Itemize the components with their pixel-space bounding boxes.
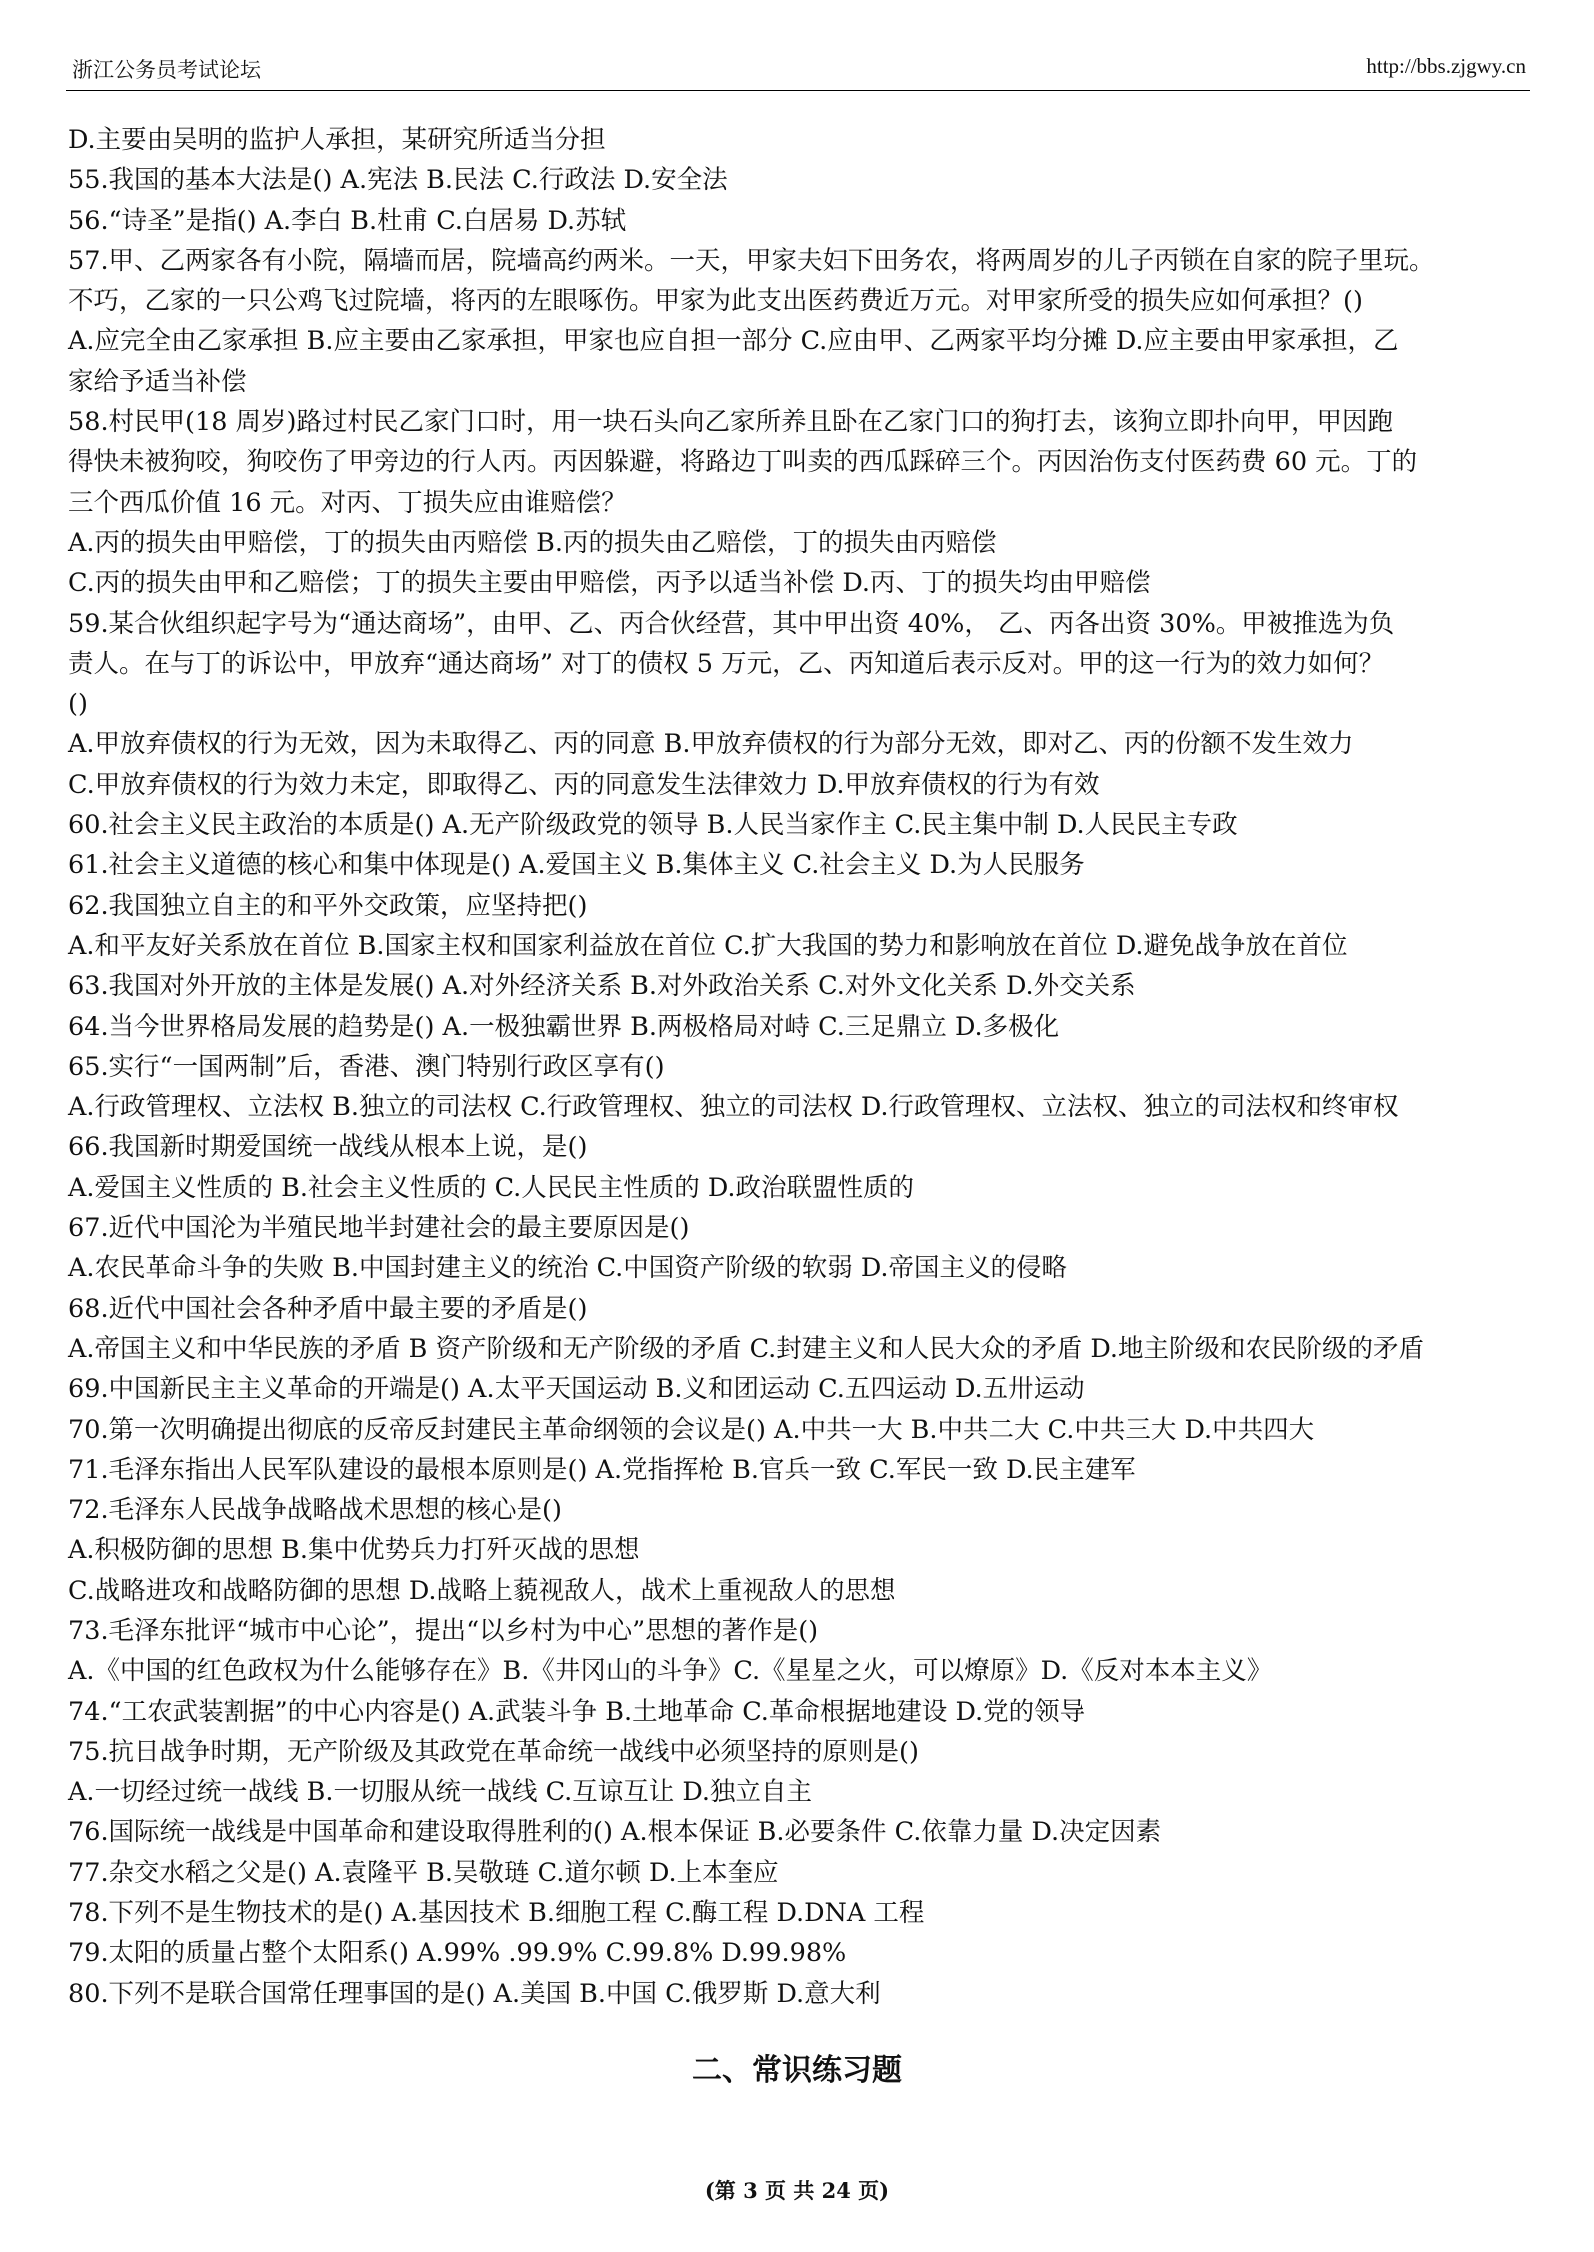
text-line: 71.毛泽东指出人民军队建设的最根本原则是() A.党指挥枪 B.官兵一致 C.军民一致 D.民主建军 [68, 1454, 1136, 1485]
text-line: 64.当今世界格局发展的趋势是() A.一极独霸世界 B.两极格局对峙 C.三足鼎立 D.多极化 [68, 1011, 1060, 1042]
text-line: A.《中国的红色政权为什么能够存在》B.《井冈山的斗争》C.《星星之火，可以燎原》D.《反对本本主义》 [68, 1656, 1273, 1687]
text-line: A.行政管理权、立法权 B.独立的司法权 C.行政管理权、独立的司法权 D.行政管理权、立法权、独立的司法权和终审权 [68, 1092, 1399, 1123]
site-name: 浙江公务员考试论坛 [72, 58, 261, 82]
text-line: 59.某合伙组织起字号为“通达商场”，由甲、乙、丙合伙经营，其中甲出资 40%， 乙、丙各出资 30%。甲被推选为负 [68, 608, 1395, 639]
text-line: 72.毛泽东人民战争战略战术思想的核心是() [68, 1495, 562, 1526]
text-line: 67.近代中国沦为半殖民地半封建社会的最主要原因是() [68, 1213, 690, 1244]
text-line: 三个西瓜价值 16 元。对丙、丁损失应由谁赔偿？ [68, 487, 627, 518]
text-line: 76.国际统一战线是中国革命和建设取得胜利的() A.根本保证 B.必要条件 C.依靠力量 D.决定因素 [68, 1817, 1162, 1848]
text-line: A.甲放弃债权的行为无效，因为未取得乙、丙的同意 B.甲放弃债权的行为部分无效，即对乙、丙的份额不发生效力 [68, 729, 1354, 760]
text-line: C.战略进攻和战略防御的思想 D.战略上藐视敌人，战术上重视敌人的思想 [68, 1575, 896, 1606]
text-line: 得快未被狗咬，狗咬伤了甲旁边的行人丙。丙因躲避，将路边丁叫卖的西瓜踩碎三个。丙因治伤支付医药费 60 元。丁的 [68, 447, 1418, 478]
text-line: A.一切经过统一战线 B.一切服从统一战线 C.互谅互让 D.独立自主 [68, 1777, 813, 1808]
text-line: 58.村民甲(18 周岁)路过村民乙家门口时，用一块石头向乙家所养且卧在乙家门口的狗打去，该狗立即扑向甲，甲因跑 [68, 407, 1394, 438]
text-line: 55.我国的基本大法是() A.宪法 B.民法 C.行政法 D.安全法 [68, 165, 728, 196]
text-line: A.积极防御的思想 B.集中优势兵力打歼灭战的思想 [68, 1535, 640, 1566]
text-line: 69.中国新民主主义革命的开端是() A.太平天国运动 B.义和团运动 C.五四运动 D.五卅运动 [68, 1374, 1085, 1405]
text-line: A.帝国主义和中华民族的矛盾 B 资产阶级和无产阶级的矛盾 C.封建主义和人民大众的矛盾 D.地主阶级和农民阶级的矛盾 [68, 1333, 1425, 1364]
text-line: 73.毛泽东批评“城市中心论”，提出“以乡村为中心”思想的著作是() [68, 1615, 819, 1646]
text-line: 60.社会主义民主政治的本质是() A.无产阶级政党的领导 B.人民当家作主 C.民主集中制 D.人民民主专政 [68, 810, 1238, 841]
text-line: A.应完全由乙家承担 B.应主要由乙家承担，甲家也应自担一部分 C.应由甲、乙两家平均分摊 D.应主要由甲家承担，乙 [68, 326, 1399, 357]
text-line: 56.“诗圣”是指() A.李白 B.杜甫 C.白居易 D.苏轼 [68, 205, 627, 236]
text-line: 不巧，乙家的一只公鸡飞过院墙，将丙的左眼啄伤。甲家为此支出医药费近万元。对甲家所受的损失应如何承担？() [68, 286, 1363, 317]
text-line: A.丙的损失由甲赔偿，丁的损失由丙赔偿 B.丙的损失由乙赔偿，丁的损失由丙赔偿 [68, 527, 997, 558]
site-url: http://bbs.zjgwy.cn [1366, 54, 1526, 78]
text-line: 78.下列不是生物技术的是() A.基因技术 B.细胞工程 C.酶工程 D.DNA 工程 [68, 1898, 925, 1929]
text-line: 68.近代中国社会各种矛盾中最主要的矛盾是() [68, 1293, 588, 1324]
text-line: 74.“工农武装割据”的中心内容是() A.武装斗争 B.土地革命 C.革命根据地建设 D.党的领导 [68, 1696, 1086, 1727]
text-line: C.甲放弃债权的行为效力未定，即取得乙、丙的同意发生法律效力 D.甲放弃债权的行为有效 [68, 769, 1100, 800]
text-line: 80.下列不是联合国常任理事国的是() A.美国 B.中国 C.俄罗斯 D.意大利 [68, 1978, 881, 2009]
text-line: 家给予适当补偿 [68, 366, 247, 397]
text-line: D.主要由吴明的监护人承担，某研究所适当分担 [68, 125, 606, 155]
text-line: C.丙的损失由甲和乙赔偿；丁的损失主要由甲赔偿，丙予以适当补偿 D.丙、丁的损失均由甲赔偿 [68, 568, 1151, 599]
text-line: 63.我国对外开放的主体是发展() A.对外经济关系 B.对外政治关系 C.对外文化关系 D.外交关系 [68, 971, 1136, 1002]
text-line: 75.抗日战争时期，无产阶级及其政党在革命统一战线中必须坚持的原则是() [68, 1736, 919, 1767]
text-line: 责人。在与丁的诉讼中，甲放弃“通达商场” 对丁的债权 5 万元，乙、丙知道后表示反对。甲的这一行为的效力如何？ [68, 648, 1385, 679]
page-number: (第 3 页 共 24 页) [704, 2178, 890, 2203]
text-line: 77.杂交水稻之父是() A.袁隆平 B.吴敬琏 C.道尔顿 D.上本奎应 [68, 1857, 779, 1888]
text-line: 65.实行“一国两制”后，香港、澳门特别行政区享有() [68, 1051, 665, 1082]
question-list [68, 120, 1538, 2014]
text-line: 62.我国独立自主的和平外交政策，应坚持把() [68, 890, 588, 921]
text-line: 79.太阳的质量占整个太阳系() A.99% .99.9% C.99.8% D.99.98% [68, 1938, 847, 1969]
section-title: 二、常识练习题 [692, 2053, 902, 2088]
text-line: A.爱国主义性质的 B.社会主义性质的 C.人民民主性质的 D.政治联盟性质的 [68, 1172, 915, 1203]
text-line: () [68, 689, 88, 720]
text-line: 57.甲、乙两家各有小院，隔墙而居，院墙高约两米。一天，甲家夫妇下田务农，将两周岁的儿子丙锁在自家的院子里玩。 [68, 245, 1435, 276]
text-line: A.农民革命斗争的失败 B.中国封建主义的统治 C.中国资产阶级的软弱 D.帝国主义的侵略 [68, 1253, 1068, 1284]
text-line: 61.社会主义道德的核心和集中体现是() A.爱国主义 B.集体主义 C.社会主义 D.为人民服务 [68, 850, 1085, 881]
text-line: 66.我国新时期爱国统一战线从根本上说，是() [68, 1132, 588, 1163]
page-header [66, 50, 1530, 91]
text-line: A.和平友好关系放在首位 B.国家主权和国家利益放在首位 C.扩大我国的势力和影响放在首位 D.避免战争放在首位 [68, 930, 1348, 961]
text-line: 70.第一次明确提出彻底的反帝反封建民主革命纲领的会议是() A.中共一大 B.中共二大 C.中共三大 D.中共四大 [68, 1414, 1315, 1445]
